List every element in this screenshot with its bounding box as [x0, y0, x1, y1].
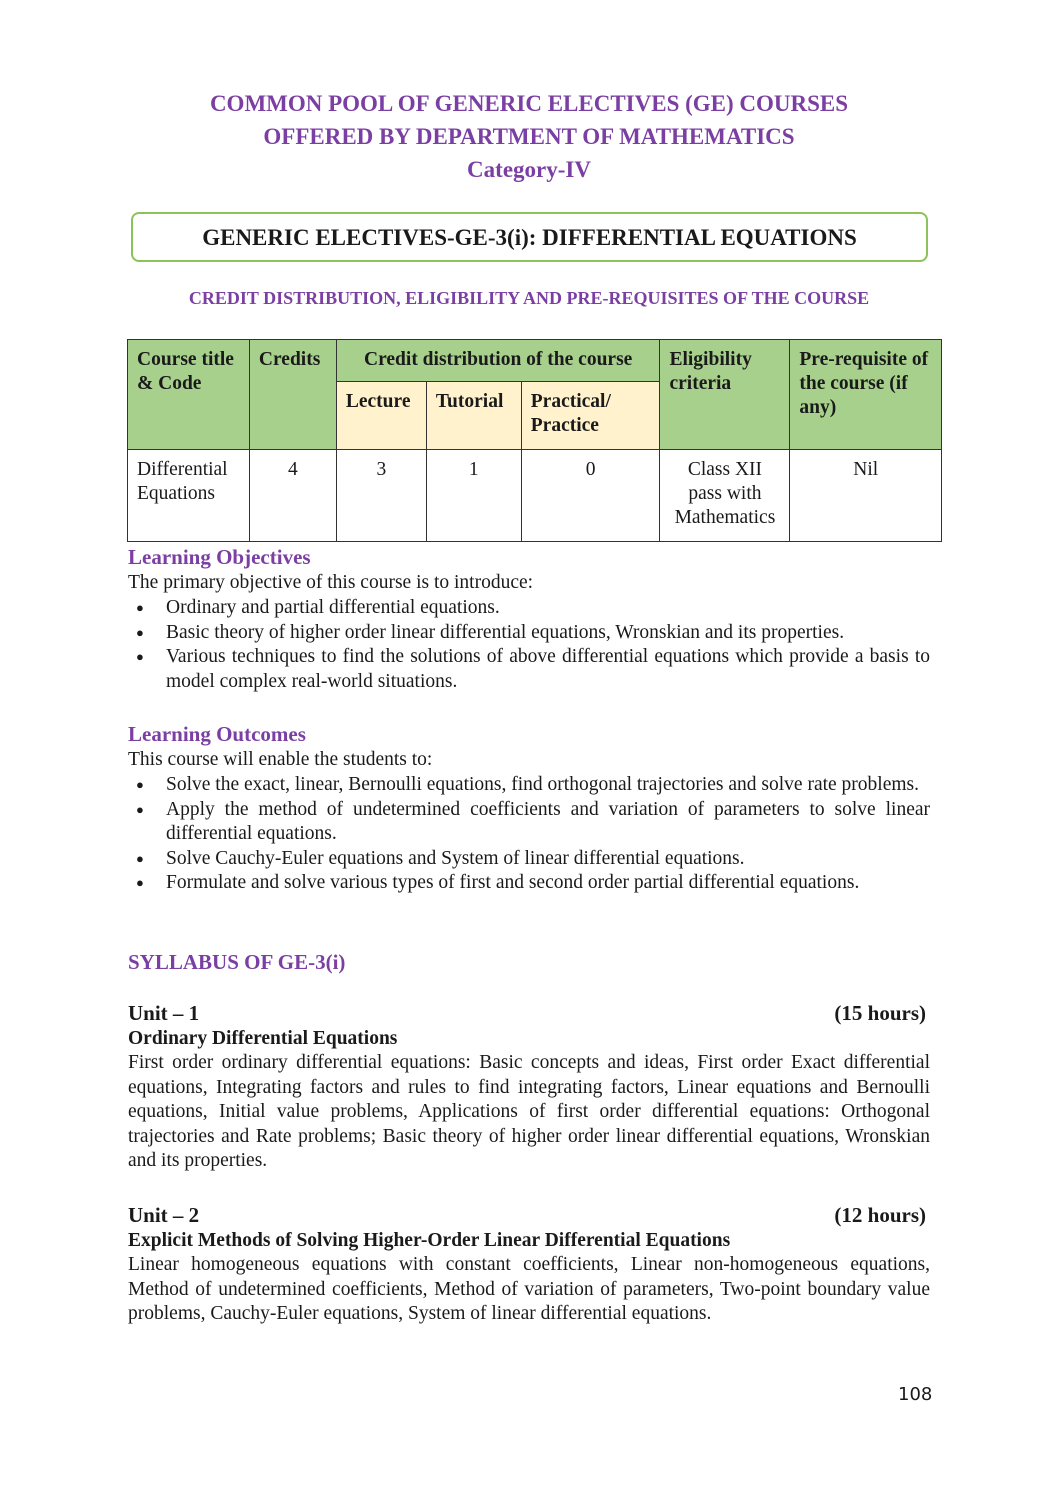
- header-practical: Practical/ Practice: [521, 382, 660, 450]
- credit-distribution-table: [127, 339, 942, 542]
- unit-2-subtitle: Explicit Methods of Solving Higher-Order Linear Differential Equations: [128, 1230, 731, 1251]
- list-item: ● Ordinary and partial differential equations.: [128, 596, 930, 621]
- header-lecture: Lecture: [336, 382, 426, 450]
- cell-credits: 4: [249, 450, 336, 542]
- header-course-title: Course title & Code: [128, 340, 250, 450]
- cell-eligibility: Class XII pass with Mathematics: [660, 450, 790, 542]
- unit-1-subtitle: Ordinary Differential Equations: [128, 1028, 398, 1049]
- objectives-list: [128, 596, 930, 694]
- doc-heading-line1: COMMON POOL OF GENERIC ELECTIVES (GE) COURSES: [209, 91, 849, 116]
- unit-1-label: Unit – 1: [128, 1001, 200, 1025]
- cell-prerequisite: Nil: [790, 450, 942, 542]
- doc-heading-line2: OFFERED BY DEPARTMENT OF MATHEMATICS: [263, 124, 795, 149]
- list-item: ● Apply the method of undetermined coefficients and variation of parameters to solve linear differential equations.: [128, 798, 930, 847]
- unit-1-header: [128, 1001, 926, 1026]
- learning-outcomes-title: Learning Outcomes: [128, 722, 306, 746]
- outcomes-list: [128, 773, 930, 896]
- cell-lecture: 3: [336, 450, 426, 542]
- credit-distribution-heading: CREDIT DISTRIBUTION, ELIGIBILITY AND PRE-REQUISITES OF THE COURSE: [188, 288, 870, 308]
- doc-heading-category: Category-IV: [467, 157, 591, 182]
- unit-2-body: Linear homogeneous equations with constant coefficients, Linear non-homogeneous equations, Method of undetermined coefficients, Method of variation of parameters, Two-point boundary value problems, Cauchy-Euler equations, System of linear differential equations.: [128, 1254, 930, 1324]
- unit-2-hours: (12 hours): [834, 1203, 926, 1227]
- list-item: ● Solve Cauchy-Euler equations and System of linear differential equations.: [128, 847, 930, 872]
- cell-tutorial: 1: [426, 450, 521, 542]
- list-item: ● Various techniques to find the solutions of above differential equations which provide a basis to model complex real-world situations.: [128, 645, 930, 694]
- list-item: ● Formulate and solve various types of first and second order partial differential equations.: [128, 871, 930, 896]
- unit-1-hours: (15 hours): [834, 1001, 926, 1025]
- syllabus-title: SYLLABUS OF GE-3(i): [128, 950, 346, 974]
- objectives-intro: The primary objective of this course is to introduce:: [128, 572, 534, 593]
- header-eligibility: Eligibility criteria: [660, 340, 790, 450]
- page-number: 108: [898, 1384, 933, 1405]
- table-row: [128, 450, 942, 542]
- header-credit-distribution: Credit distribution of the course: [336, 340, 660, 382]
- list-item: ● Solve the exact, linear, Bernoulli equations, find orthogonal trajectories and solve rate problems.: [128, 773, 930, 798]
- unit-2-header: [128, 1203, 926, 1228]
- outcomes-intro: This course will enable the students to:: [128, 749, 433, 770]
- learning-objectives-title: Learning Objectives: [128, 545, 311, 569]
- header-prerequisite: Pre-requisite of the course (if any): [790, 340, 942, 450]
- cell-course-name: Differential Equations: [128, 450, 250, 542]
- list-item: ● Basic theory of higher order linear differential equations, Wronskian and its properties.: [128, 621, 930, 646]
- unit-2-label: Unit – 2: [128, 1203, 200, 1227]
- header-tutorial: Tutorial: [426, 382, 521, 450]
- unit-1-body: First order ordinary differential equations: Basic concepts and ideas, First order Exact differential equations, Integrating factors and rules to find integrating factors, Linear equations and Bernoulli equations, Initial value problems, Applications of first order differential equations: Orthogonal trajectories and Rate problems; Basic theory of higher order linear differential equations, Wronskian and its properties.: [128, 1052, 930, 1171]
- header-credits: Credits: [249, 340, 336, 450]
- cell-practical: 0: [521, 450, 660, 542]
- course-title-box: GENERIC ELECTIVES-GE-3(i): DIFFERENTIAL EQUATIONS: [131, 212, 928, 262]
